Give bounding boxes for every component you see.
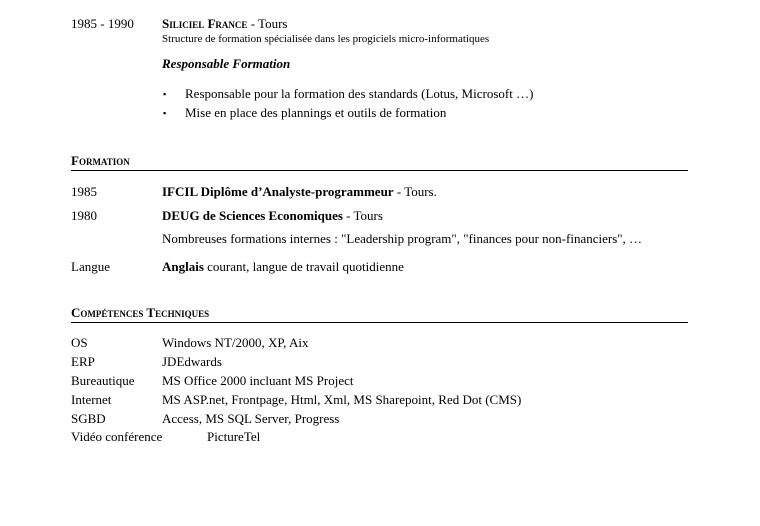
experience-period: 1985 - 1990: [71, 16, 134, 31]
competence-label: Vidéo conférence: [71, 429, 163, 444]
competence-value: PictureTel: [207, 429, 261, 444]
company-description: Structure de formation spécialisée dans les progiciels micro-informatiques: [162, 33, 490, 45]
formation-year: 1980: [71, 208, 97, 223]
bullet-icon: ▪: [163, 89, 167, 99]
formation-location: - Tours: [342, 208, 383, 223]
experience-company-line: [162, 16, 287, 32]
formation-note: Nombreuses formations internes : "Leadership program", "finances pour non-financiers", …: [162, 231, 643, 246]
formation-entry: [162, 208, 383, 224]
section-divider: [71, 170, 688, 171]
language-value: [162, 259, 404, 275]
competence-label: OS: [71, 335, 88, 350]
competence-label: ERP: [71, 354, 95, 369]
section-divider: [71, 322, 688, 323]
language-level: courant, langue de travail quotidienne: [203, 259, 404, 274]
competence-value: JDEdwards: [162, 354, 222, 369]
competence-label: SGBD: [71, 411, 106, 426]
formation-heading: Formation: [71, 153, 130, 168]
bullet-item: Responsable pour la formation des standards (Lotus, Microsoft …): [185, 86, 534, 101]
formation-entry: [162, 184, 437, 200]
competence-label: Bureautique: [71, 373, 135, 388]
formation-title: IFCIL Diplôme d’Analyste-programmeur: [162, 184, 394, 199]
bullet-icon: ▪: [163, 108, 167, 118]
language-label: Langue: [71, 259, 110, 274]
competence-label: Internet: [71, 392, 112, 407]
competence-value: Access, MS SQL Server, Progress: [162, 411, 340, 426]
competences-heading: Compétences Techniques: [71, 305, 210, 320]
bullet-item: Mise en place des plannings et outils de formation: [185, 105, 447, 120]
formation-location: - Tours.: [393, 184, 437, 199]
competence-value: Windows NT/2000, XP, Aix: [162, 335, 309, 350]
formation-title: DEUG de Sciences Economiques: [162, 208, 343, 223]
competence-value: MS ASP.net, Frontpage, Html, Xml, MS Sharepoint, Red Dot (CMS): [162, 392, 522, 407]
company-location: - Tours: [247, 16, 288, 31]
role-title: Responsable Formation: [162, 56, 291, 71]
language-name: Anglais: [162, 259, 204, 274]
competence-value: MS Office 2000 incluant MS Project: [162, 373, 354, 388]
company-name: Siliciel France: [162, 16, 248, 31]
formation-year: 1985: [71, 184, 97, 199]
